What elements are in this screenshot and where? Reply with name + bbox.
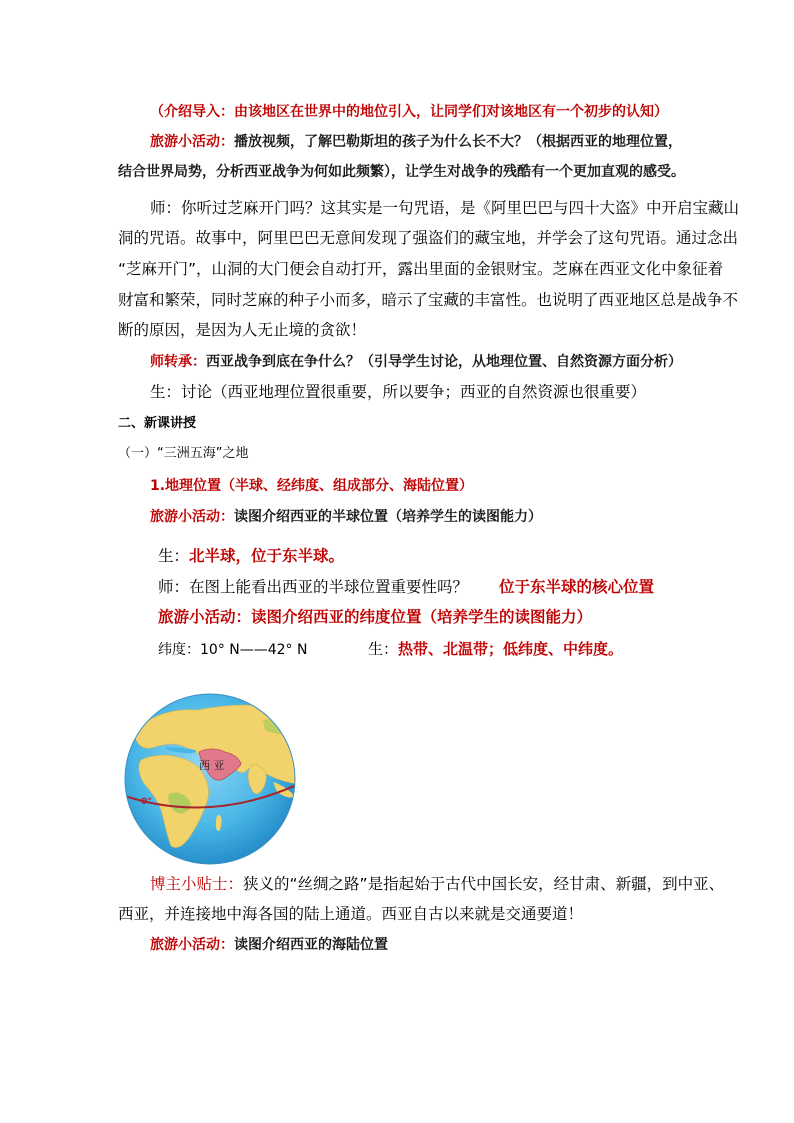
student-discussion: 生：讨论（西亚地理位置很重要，所以要争；西亚的自然资源也很重要） — [150, 383, 647, 401]
transition-text: 西亚战争到底在争什么？（引导学生讨论，从地理位置、自然资源方面分析） — [206, 354, 682, 370]
student-hemisphere-answer: 北半球，位于东半球。 — [189, 547, 345, 565]
latitude-activity-line: 旅游小活动：读图介绍西亚的纬度位置（培养学生的读图能力） — [158, 608, 593, 626]
section-title: 二、新课讲授 — [118, 416, 197, 431]
video-activity-text-1: 播放视频，了解巴勒斯坦的孩子为什么长不大？（根据西亚的地理位置， — [234, 134, 682, 150]
latitude-text: 纬度：10° N——42° N — [158, 642, 308, 658]
blogger-tip-line-2: 西亚，并连接地中海各国的陆上通道。西亚自古以来就是交通要道！ — [118, 905, 584, 923]
globe-map — [113, 690, 303, 870]
hemisphere-activity-line — [150, 507, 542, 527]
point-1-text: 1.地理位置（半球、经纬度、组成部分、海陆位置） — [150, 478, 474, 494]
student-prefix: 生： — [158, 547, 190, 565]
blogger-tip-text-1: 狭义的“丝绸之路”是指起始于古代中国长安，经甘肃、新疆，到中亚、 — [243, 875, 725, 893]
transition-label: 师转承： — [150, 354, 206, 370]
west-asia-label: 西 亚 — [199, 759, 225, 772]
sea-land-activity-line — [150, 935, 388, 955]
sea-land-activity-label: 旅游小活动： — [150, 937, 234, 953]
equator-label: 0° — [141, 797, 152, 807]
video-activity-label: 旅游小活动： — [150, 134, 234, 150]
teacher-question-line — [158, 577, 654, 597]
subsection-title: （一）“三洲五海”之地 — [118, 446, 249, 461]
teacher-story-line-1: 师：你听过芝麻开门吗？这其实是一句咒语，是《阿里巴巴与四十大盗》中开启宝藏山 — [150, 199, 740, 217]
teacher-story-line-5: 断的原因，是因为人无止境的贪欲！ — [118, 321, 367, 339]
hemisphere-activity-label: 旅游小活动： — [150, 509, 234, 525]
globe-figure — [113, 690, 303, 870]
latitude-answer: 热带、北温带；低纬度、中纬度。 — [397, 640, 623, 658]
blogger-tip-line-1 — [150, 874, 724, 894]
teacher-story-line-3: “芝麻开门”，山洞的大门便会自动打开，露出里面的金银财宝。芝麻在西亚文化中象征着 — [118, 260, 724, 278]
latitude-line — [158, 639, 623, 660]
intro-line: （介绍导入：由该地区在世界中的地位引入，让同学们对该地区有一个初步的认知） — [150, 104, 668, 120]
teacher-question-answer: 位于东半球的核心位置 — [498, 578, 654, 596]
blogger-tip-label: 博主小贴士： — [150, 875, 244, 893]
student-hemisphere-line — [158, 546, 344, 566]
sea-land-activity-text: 读图介绍西亚的海陆位置 — [234, 937, 388, 953]
latitude-student-prefix: 生： — [367, 640, 398, 658]
video-activity-line-1 — [150, 132, 682, 152]
hemisphere-activity-text: 读图介绍西亚的半球位置（培养学生的读图能力） — [234, 509, 542, 525]
teacher-question-text: 师：在图上能看出西亚的半球位置重要性吗？ — [158, 578, 469, 596]
video-activity-line-2: 结合世界局势，分析西亚战争为何如此频繁），让学生对战争的残酷有一个更加直观的感受。 — [118, 164, 685, 180]
teacher-story-line-2: 洞的咒语。故事中，阿里巴巴无意间发现了强盗们的藏宝地，并学会了这句咒语。通过念出 — [118, 229, 739, 247]
point-1-heading — [150, 476, 473, 496]
transition-line — [150, 352, 682, 372]
teacher-story-line-4: 财富和繁荣，同时芝麻的种子小而多，暗示了宝藏的丰富性。也说明了西亚地区总是战争不 — [118, 291, 739, 309]
